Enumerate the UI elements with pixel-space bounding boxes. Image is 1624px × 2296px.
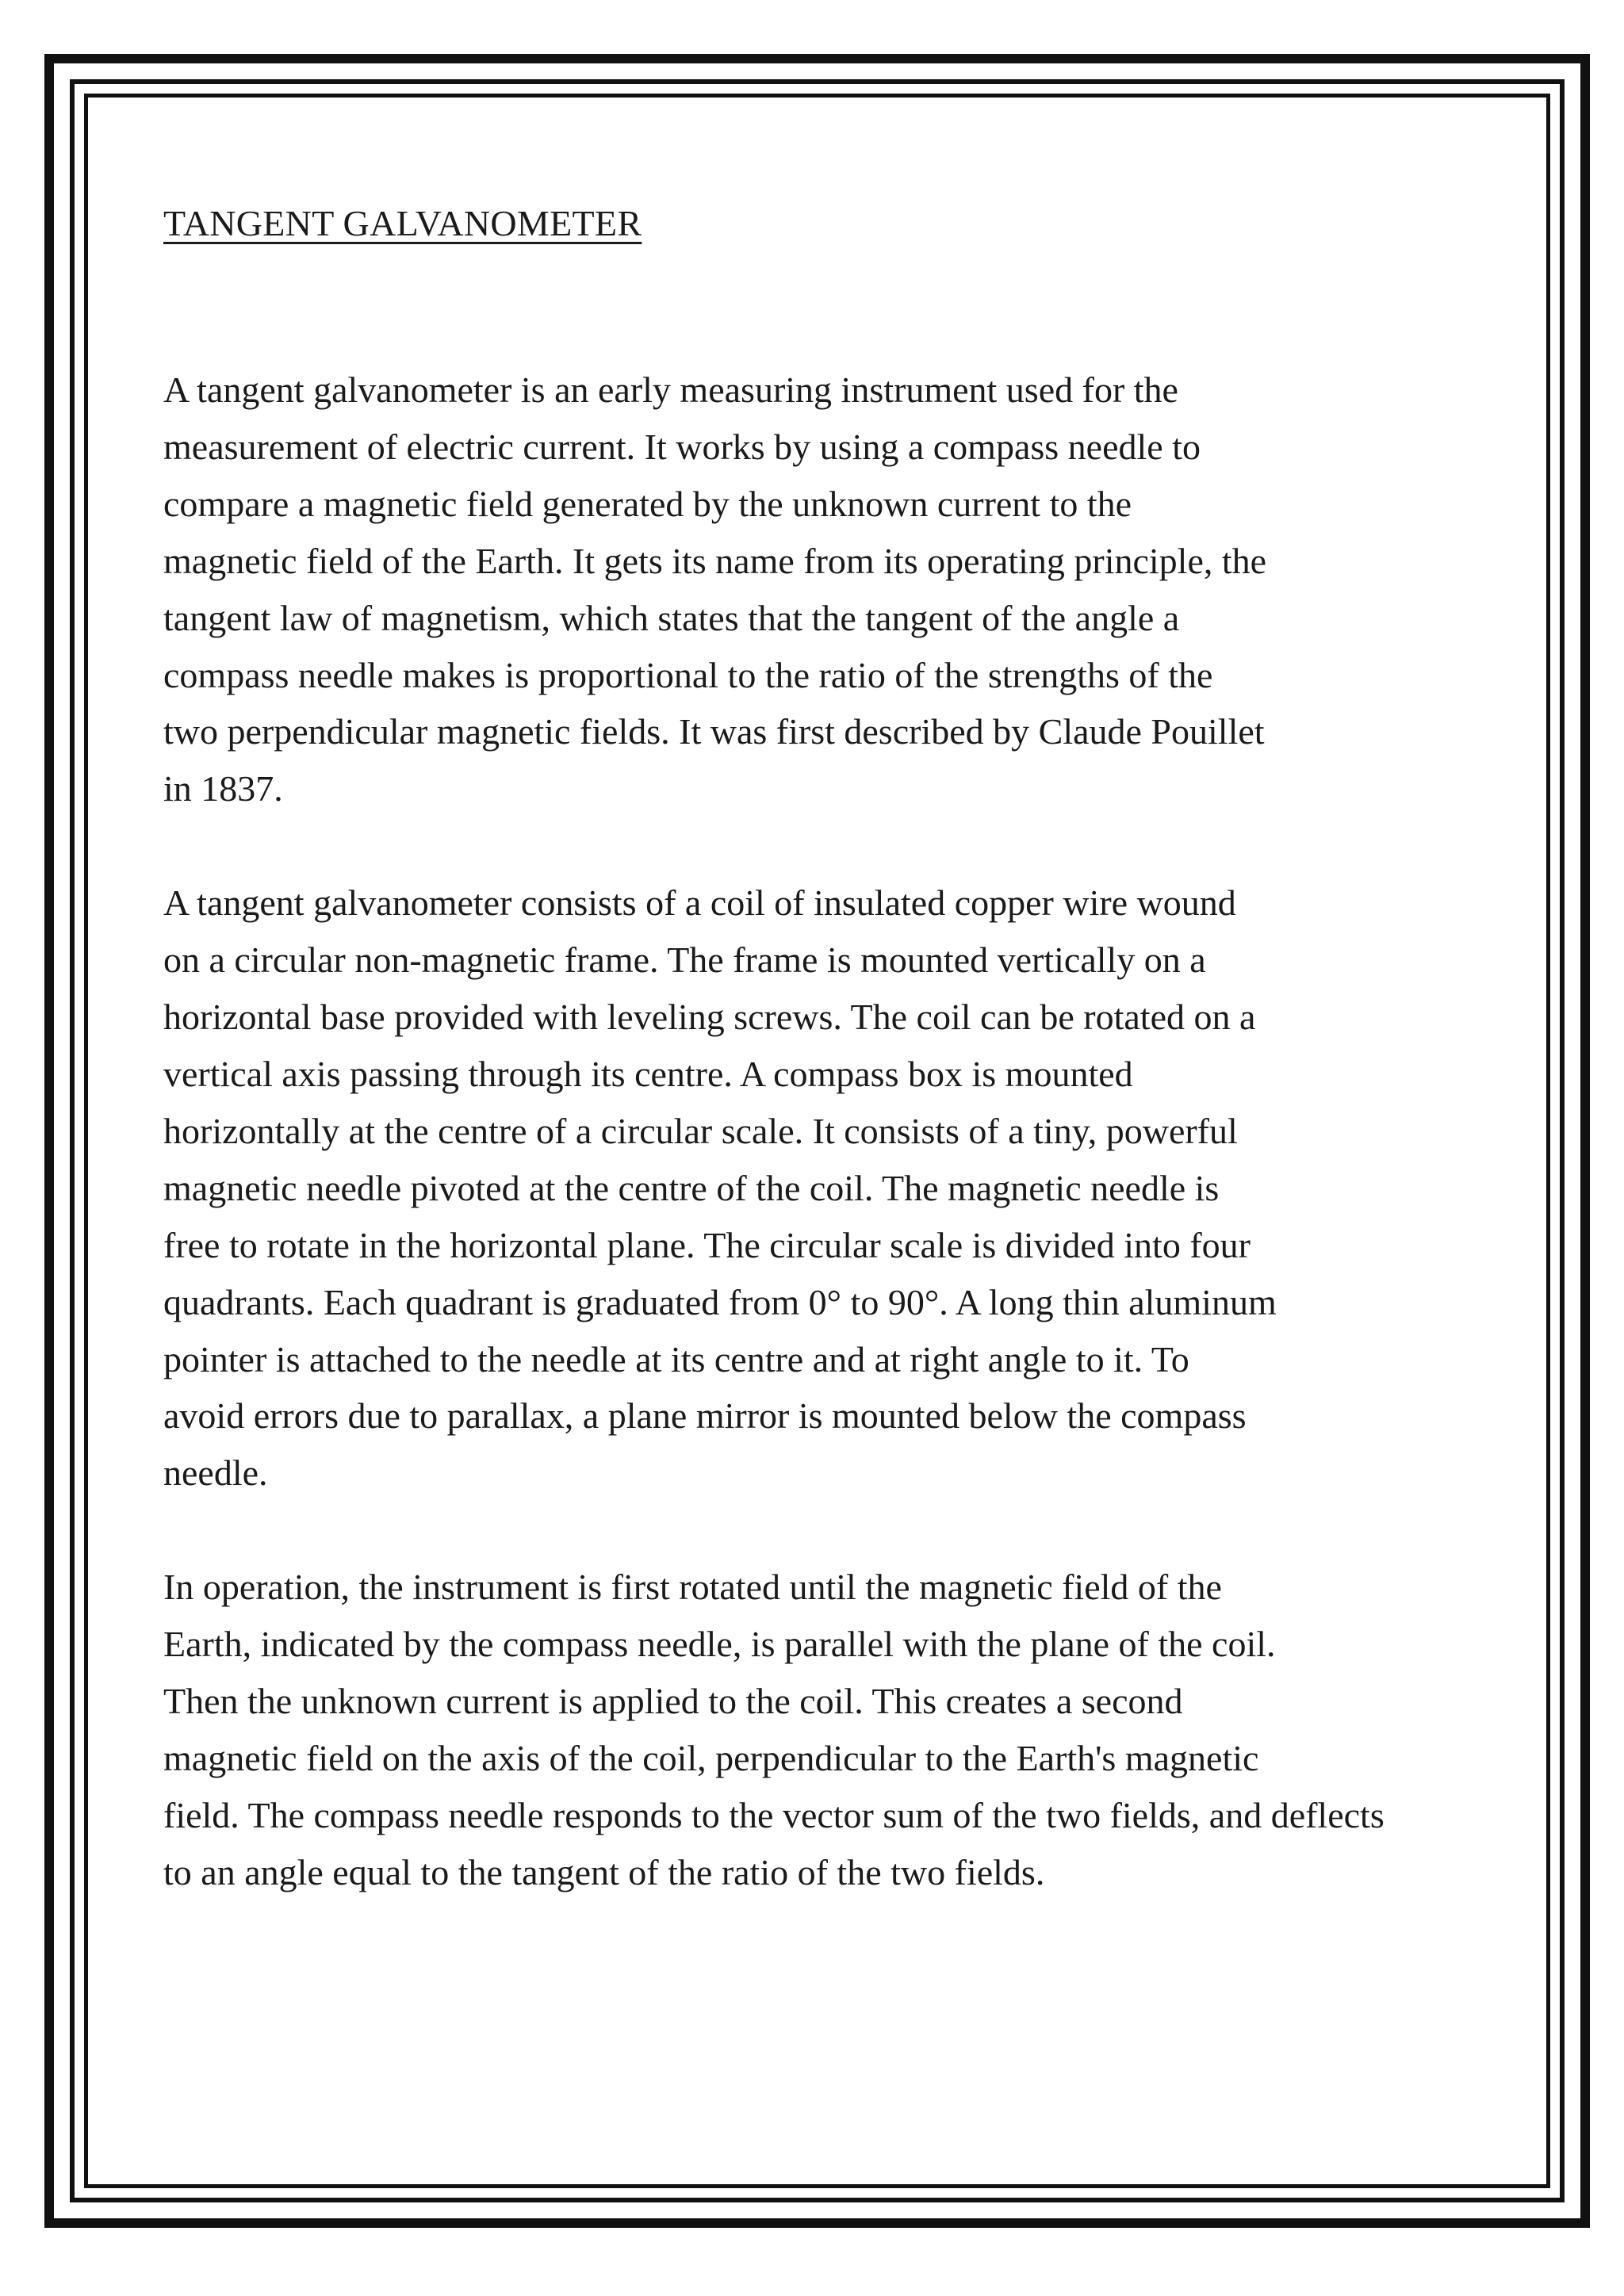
paragraph-operation: In operation, the instrument is first rotated until the magnetic field of the Earth, indicated by the compass needle, is parallel with the plane of the coil. Then the unknown current is applied to the coil. This creates a second magnetic field on the axis of the coil, perpendicular to the Earth's magnetic field. The compass needle responds to the vector sum of the two fields, and deflects to an angle equal to the tangent of the ratio of the two fields. [163,1567,1385,1892]
document-body [163,200,1551,1901]
paragraph-introduction: A tangent galvanometer is an early measuring instrument used for the measurement of electric current. It works by using a compass needle to compare a magnetic field generated by the unknown current to the magnetic field of the Earth. It gets its name from its operating principle, the tangent law of magnetism, which states that the tangent of the angle a compass needle makes is proportional to the ratio of the strengths of the two perpendicular magnetic fields. It was first described by Claude Pouillet in 1837. [163,369,1267,809]
paragraph-construction: A tangent galvanometer consists of a coil of insulated copper wire wound on a circular non-magnetic frame. The frame is mounted vertically on a horizontal base provided with leveling screws. The coil can be rotated on a vertical axis passing through its centre. A compass box is mounted horizontally at the centre of a circular scale. It consists of a tiny, powerful magnetic needle pivoted at the centre of the coil. The magnetic needle is free to rotate in the horizontal plane. The circular scale is divided into four quadrants. Each quadrant is graduated from 0° to 90°. A long thin aluminum pointer is attached to the needle at its centre and at right angle to it. To avoid errors due to parallax, a plane mirror is mounted below the compass needle. [163,882,1277,1494]
page-title: TANGENT GALVANOMETER [163,203,642,243]
